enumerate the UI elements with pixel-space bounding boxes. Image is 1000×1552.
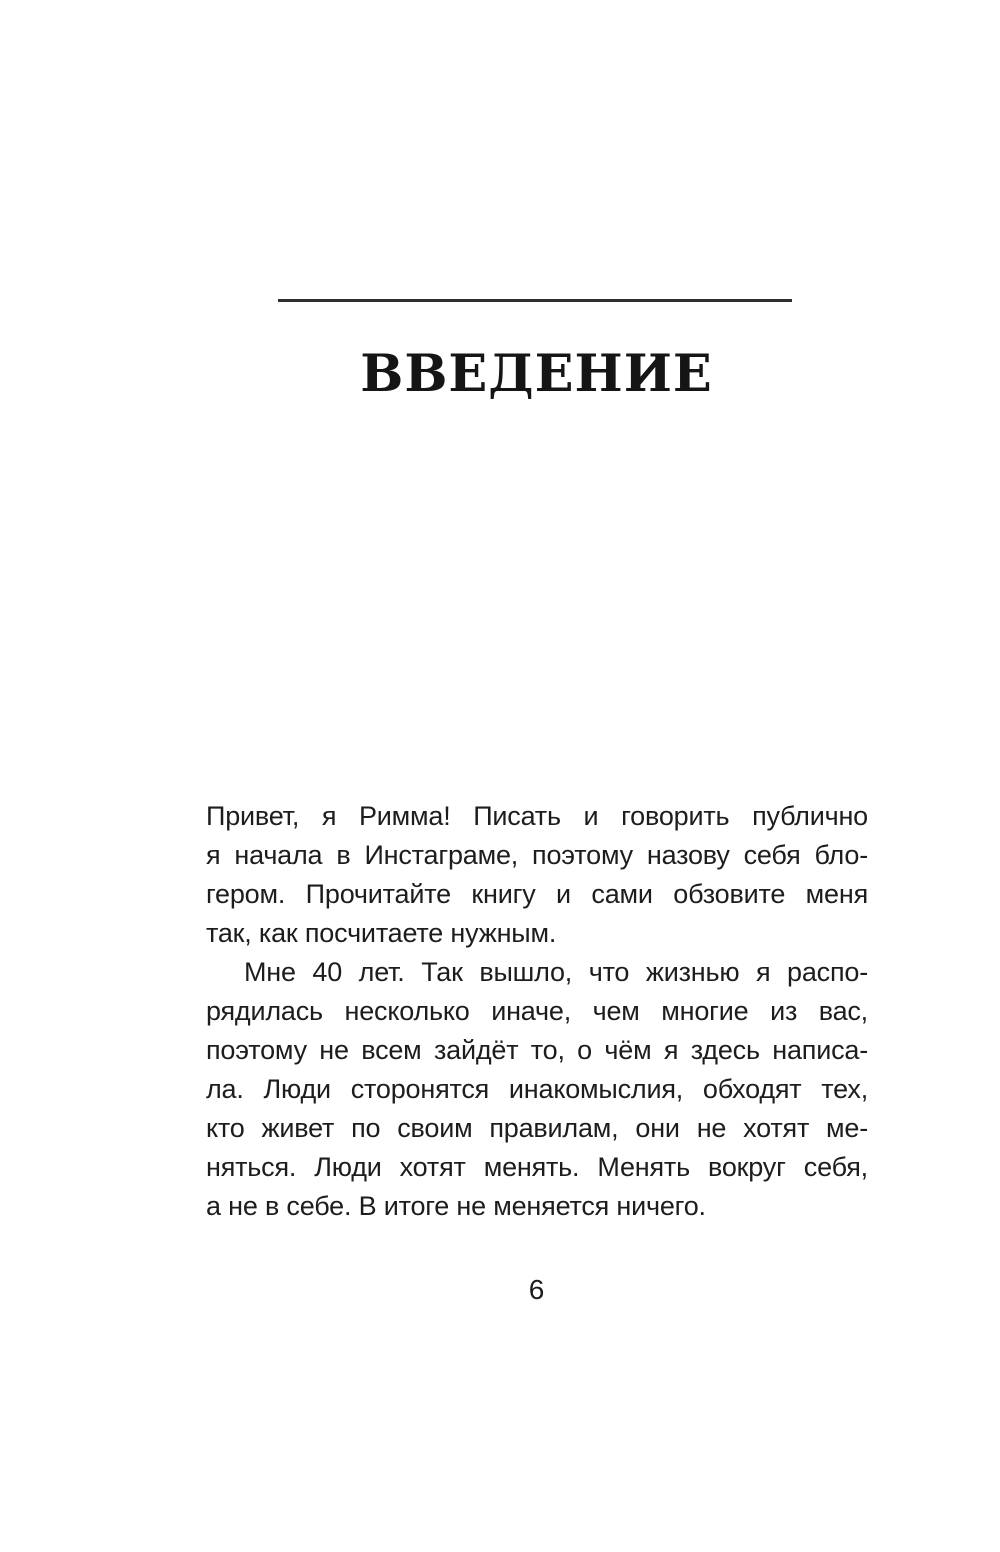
paragraph xyxy=(206,953,868,1226)
text-line: рядилась несколько иначе, чем многие из вас, xyxy=(206,996,868,1026)
paragraph xyxy=(206,797,868,953)
text-line: няться. Люди хотят менять. Менять вокруг себя, xyxy=(206,1152,868,1182)
text-line: так, как посчитаете нужным. xyxy=(206,918,557,948)
text-line: гером. Прочитайте книгу и сами обзовите меня xyxy=(206,879,868,909)
text-line: я начала в Инстаграме, поэтому назову себя бло- xyxy=(206,840,868,870)
text-line: Привет, я Римма! Писать и говорить публично xyxy=(206,801,868,831)
chapter-divider-line xyxy=(278,299,792,302)
text-line: а не в себе. В итоге не меняется ничего. xyxy=(206,1191,706,1221)
text-line: поэтому не всем зайдёт то, о чём я здесь написа- xyxy=(206,1035,868,1065)
body-text xyxy=(206,797,868,1226)
chapter-title: ВВЕДЕНИЕ xyxy=(360,344,713,404)
text-line: ла. Люди сторонятся инакомыслия, обходят тех, xyxy=(206,1074,868,1104)
page-number: 6 xyxy=(528,1274,545,1305)
text-line: Мне 40 лет. Так вышло, что жизнью я распо- xyxy=(244,957,868,987)
text-line: кто живет по своим правилам, они не хотят ме- xyxy=(206,1113,868,1143)
